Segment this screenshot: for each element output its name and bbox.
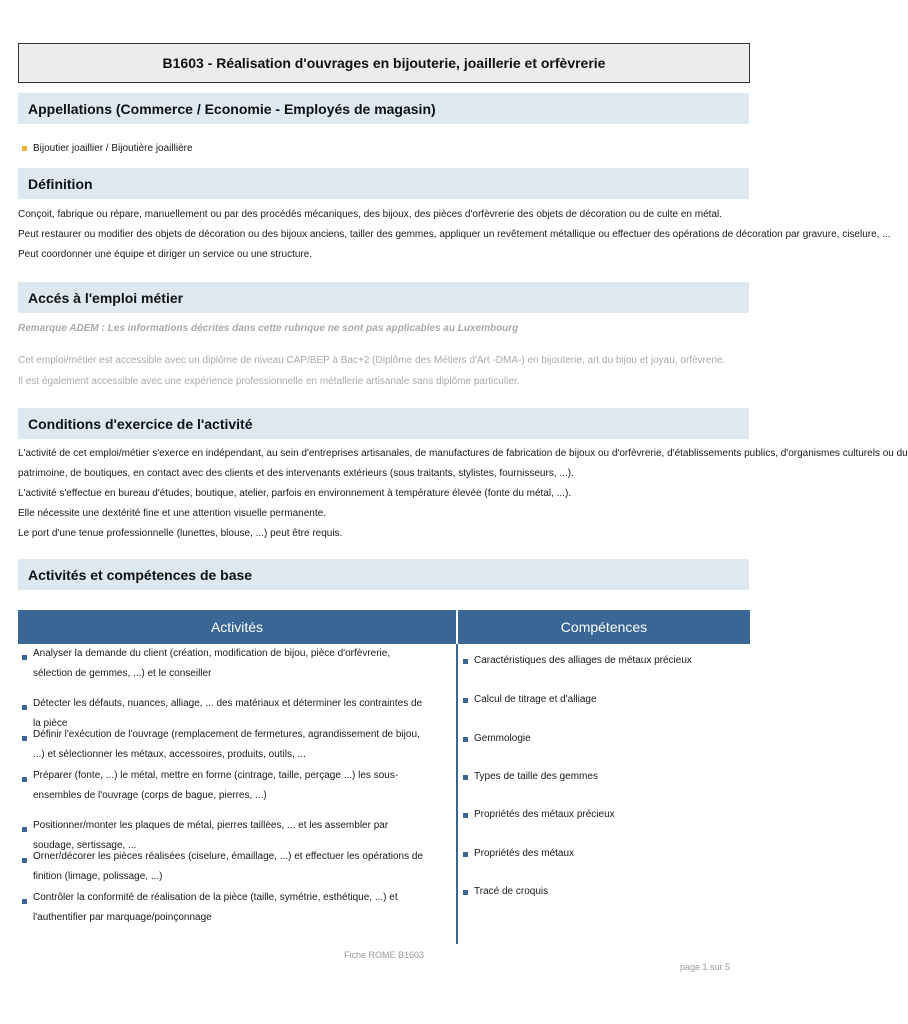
bullet-square-icon bbox=[22, 705, 27, 710]
bullet-square-icon bbox=[463, 852, 468, 857]
bullet-square-icon bbox=[22, 858, 27, 863]
acces-line: Cet emploi/métier est accessible avec un diplôme de niveau CAP/BEP à Bac+2 (Diplôme des Métiers d'Art -DMA-) en bijouterie, art du bijou et joyau, orfèvrerie. bbox=[18, 355, 726, 366]
competence-item bbox=[463, 809, 615, 820]
bullet-square-icon bbox=[463, 698, 468, 703]
competence-item-label: Gemmologie bbox=[474, 733, 531, 744]
activites-heading-text: Activités et compétences de base bbox=[28, 566, 253, 583]
appellation-item bbox=[22, 143, 193, 154]
activite-item-label: Détecter les défauts, nuances, alliage, ... des matériaux et déterminer les contraintes de la pièce bbox=[33, 698, 423, 729]
competence-item bbox=[463, 694, 597, 705]
bullet-square-icon bbox=[22, 655, 27, 660]
conditions-line: patrimoine, de boutiques, en contact avec des clients et des intervenants extérieurs (sous traitants, stylistes, fournisseurs, ...). bbox=[18, 468, 574, 479]
competence-item-label: Types de taille des gemmes bbox=[474, 771, 598, 782]
activites-column-header bbox=[18, 610, 456, 644]
acces-heading-text: Accés à l'emploi métier bbox=[28, 289, 184, 306]
conditions-heading-text: Conditions d'exercice de l'activité bbox=[28, 415, 253, 432]
adem-remark: Remarque ADEM : Les informations décrites dans cette rubrique ne sont pas applicables au Luxembourg bbox=[18, 323, 519, 334]
conditions-line: L'activité de cet emploi/métier s'exerce en indépendant, au sein d'entreprises artisanales, de manufactures de fabrication de bijoux ou d'orfèvrerie, d'établissements publics, d'organismes culturels ou du bbox=[18, 448, 908, 459]
activite-item-label: Contrôler la conformité de réalisation de la pièce (taille, symétrie, esthétique, ...) et l'authentifier par marquage/poinçonnage bbox=[33, 892, 398, 923]
acces-heading bbox=[18, 282, 749, 313]
page-number: page 1 sur 5 bbox=[679, 962, 730, 972]
competence-item bbox=[463, 771, 598, 782]
competence-item bbox=[463, 848, 574, 859]
competences-column-label: Compétences bbox=[560, 619, 648, 635]
activite-item bbox=[22, 847, 432, 887]
definition-heading-text: Définition bbox=[28, 175, 93, 192]
definition-text bbox=[18, 205, 891, 265]
bullet-square-icon bbox=[22, 827, 27, 832]
definition-line: Peut restaurer ou modifier des objets de décoration ou des bijoux anciens, tailler des gemmes, appliquer un revêtement métallique ou effectuer des opérations de décoration par gravure, ciselure, ... bbox=[18, 229, 891, 240]
footer-fiche-label: Fiche ROME B1603 bbox=[343, 950, 425, 960]
competence-item-label: Calcul de titrage et d'alliage bbox=[474, 694, 597, 705]
competence-item-label: Propriétés des métaux précieux bbox=[474, 809, 615, 820]
activite-item-label: Préparer (fonte, ...) le métal, mettre en forme (cintrage, taille, perçage ...) les sous-ensembles de l'ouvrage (corps de bague, pierres, ...) bbox=[33, 770, 399, 801]
competence-item-label: Caractéristiques des alliages de métaux précieux bbox=[474, 655, 692, 666]
conditions-line: Le port d'une tenue professionnelle (lunettes, blouse, ...) peut être requis. bbox=[18, 528, 343, 539]
activites-column-label: Activités bbox=[210, 619, 264, 635]
activite-item bbox=[22, 644, 432, 684]
bullet-square-icon bbox=[463, 659, 468, 664]
bullet-square-icon bbox=[463, 737, 468, 742]
appellation-item-label: Bijoutier joaillier / Bijoutière joaillière bbox=[33, 143, 193, 154]
conditions-line: Elle nécessite une dextérité fine et une attention visuelle permanente. bbox=[18, 508, 326, 519]
conditions-heading bbox=[18, 408, 749, 439]
activite-item-label: Positionner/monter les plaques de métal, pierres taillées, ... et les assembler par soudage, sertissage, ... bbox=[33, 820, 389, 851]
bullet-square-icon bbox=[22, 736, 27, 741]
competence-item bbox=[463, 655, 692, 666]
conditions-text bbox=[18, 444, 908, 544]
page-title-text: B1603 - Réalisation d'ouvrages en bijouterie, joaillerie et orfèvrerie bbox=[162, 55, 606, 71]
bullet-square-icon bbox=[22, 777, 27, 782]
column-divider bbox=[456, 644, 458, 944]
definition-heading bbox=[18, 168, 749, 199]
bullet-square-icon bbox=[22, 899, 27, 904]
activite-item bbox=[22, 766, 432, 806]
bullet-square-icon bbox=[22, 146, 27, 151]
bullet-square-icon bbox=[463, 813, 468, 818]
activite-item bbox=[22, 725, 432, 765]
activite-item-label: Analyser la demande du client (création, modification de bijou, pièce d'orfèvrerie, sélection de gemmes, ...) et le conseiller bbox=[33, 648, 391, 679]
competence-item-label: Tracé de croquis bbox=[474, 886, 549, 897]
competences-column-header bbox=[458, 610, 750, 644]
activites-heading bbox=[18, 559, 749, 590]
competence-item-label: Propriétés des métaux bbox=[474, 848, 575, 859]
page-title bbox=[18, 43, 750, 83]
bullet-square-icon bbox=[463, 775, 468, 780]
competence-item bbox=[463, 886, 548, 897]
activite-item bbox=[22, 888, 432, 928]
definition-line: Peut coordonner une équipe et diriger un service ou une structure. bbox=[18, 249, 313, 260]
competence-item bbox=[463, 733, 531, 744]
conditions-line: L'activité s'effectue en bureau d'études, boutique, atelier, parfois en environnement à température élevée (fonte du métal, ...). bbox=[18, 488, 572, 499]
activite-item-label: Définir l'exécution de l'ouvrage (remplacement de fermetures, agrandissement de bijou, ...) et sélectionner les métaux, accessoires, produits, outils, ... bbox=[33, 729, 420, 760]
activite-item-label: Orner/décorer les pièces réalisées (ciselure, émaillage, ...) et effectuer les opérations de finition (limage, polissage, ...) bbox=[33, 851, 424, 882]
acces-line: Il est également accessible avec une expérience professionnelle en métallerie artisanale sans diplôme particulier. bbox=[18, 376, 520, 387]
acces-text bbox=[18, 350, 725, 392]
appellations-heading-text: Appellations (Commerce / Economie - Employés de magasin) bbox=[28, 100, 436, 117]
bullet-square-icon bbox=[463, 890, 468, 895]
appellations-heading bbox=[18, 93, 749, 124]
definition-line: Conçoit, fabrique ou répare, manuellement ou par des procédés mécaniques, des bijoux, des pièces d'orfèvrerie des objets de décoration ou de culte en métal. bbox=[18, 209, 722, 220]
